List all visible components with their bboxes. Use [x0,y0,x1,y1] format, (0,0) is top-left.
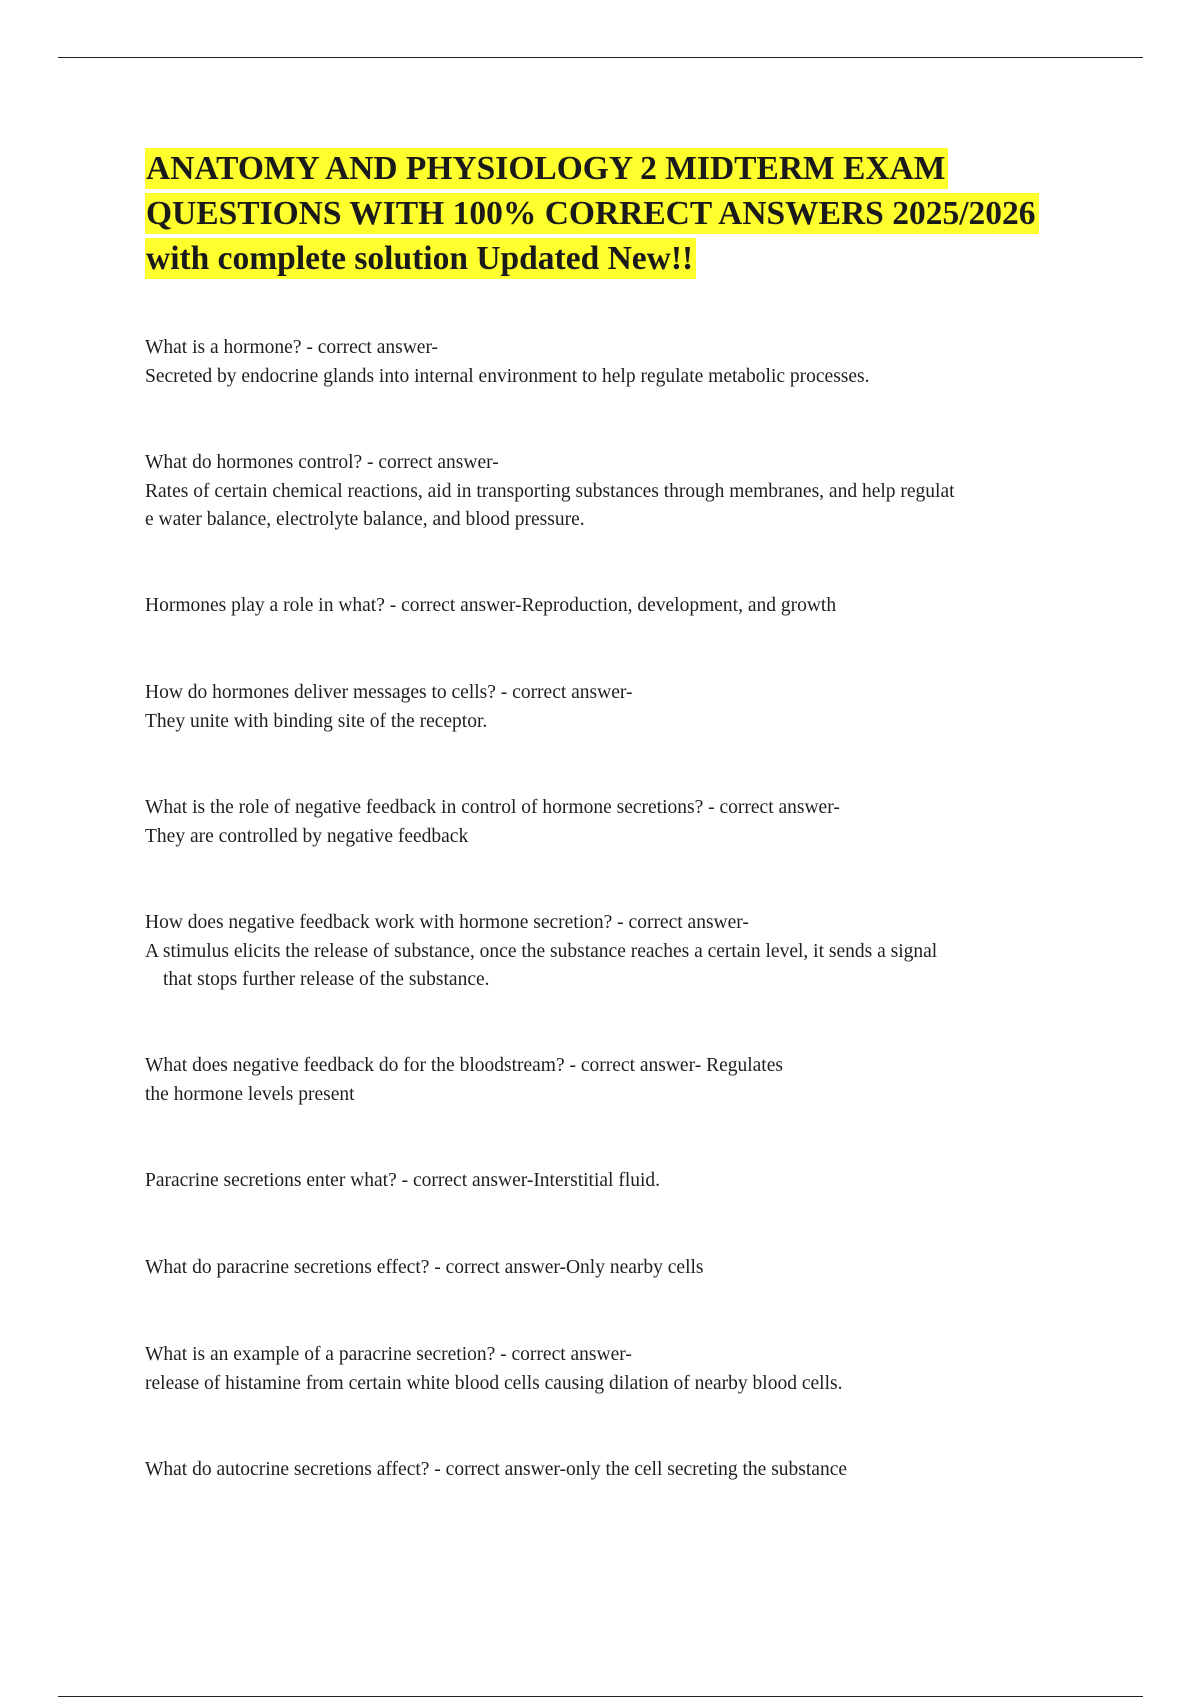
qa-question: Paracrine secretions enter what? - correct answer-Interstitial fluid. [145,1170,661,1191]
qa-entry-10 [145,1341,1120,1398]
qa-question: What do autocrine secretions affect? - correct answer-only the cell secreting the substance [145,1459,848,1480]
title-line-3: with complete solution Updated New!! [146,240,694,277]
bottom-rule [58,1696,1143,1697]
qa-entry-6 [145,909,1120,995]
qa-answer: They unite with binding site of the receptor. [145,710,488,732]
qa-answer-continued: that stops further release of the substance. [163,969,490,990]
qa-entry-8 [145,1167,1120,1196]
qa-entry-2 [145,449,1120,535]
qa-entry-9 [145,1254,1120,1283]
qa-entry-7 [145,1052,1120,1109]
qa-entry-3 [145,592,1120,621]
qa-answer: A stimulus elicits the release of substance, once the substance reaches a certain level, it sends a signal [145,940,938,962]
qa-entry-1 [145,334,1120,391]
title-highlight [145,148,1039,279]
document-title [145,146,1135,281]
qa-entry-5 [145,794,1120,851]
qa-question: What is a hormone? - correct answer- [145,337,439,358]
qa-question: How does negative feedback work with hormone secretion? - correct answer- [145,912,749,933]
qa-answer-continued: e water balance, electrolyte balance, and blood pressure. [145,509,585,530]
title-line-2: QUESTIONS WITH 100% CORRECT ANSWERS 2025/2026 [146,195,1036,232]
qa-question: What do paracrine secretions effect? - correct answer-Only nearby cells [145,1257,704,1278]
qa-question: What is an example of a paracrine secretion? - correct answer- [145,1344,632,1365]
qa-entry-11 [145,1456,1120,1485]
qa-question: How do hormones deliver messages to cells? - correct answer- [145,682,633,703]
qa-answer: the hormone levels present [145,1083,355,1105]
qa-question: What is the role of negative feedback in control of hormone secretions? - correct answer- [145,797,840,818]
qa-question: What does negative feedback do for the bloodstream? - correct answer- Regulates [145,1055,783,1076]
qa-answer: Rates of certain chemical reactions, aid in transporting substances through membranes, and help regulat [145,480,955,502]
top-rule [58,57,1143,58]
qa-question: Hormones play a role in what? - correct answer-Reproduction, development, and growth [145,595,837,616]
qa-answer: Secreted by endocrine glands into internal environment to help regulate metabolic processes. [145,365,870,387]
qa-answer: release of histamine from certain white blood cells causing dilation of nearby blood cells. [145,1372,843,1394]
title-line-1: ANATOMY AND PHYSIOLOGY 2 MIDTERM EXAM [146,150,946,187]
qa-entry-4 [145,679,1120,736]
qa-question: What do hormones control? - correct answer- [145,452,499,473]
qa-answer: They are controlled by negative feedback [145,825,469,847]
